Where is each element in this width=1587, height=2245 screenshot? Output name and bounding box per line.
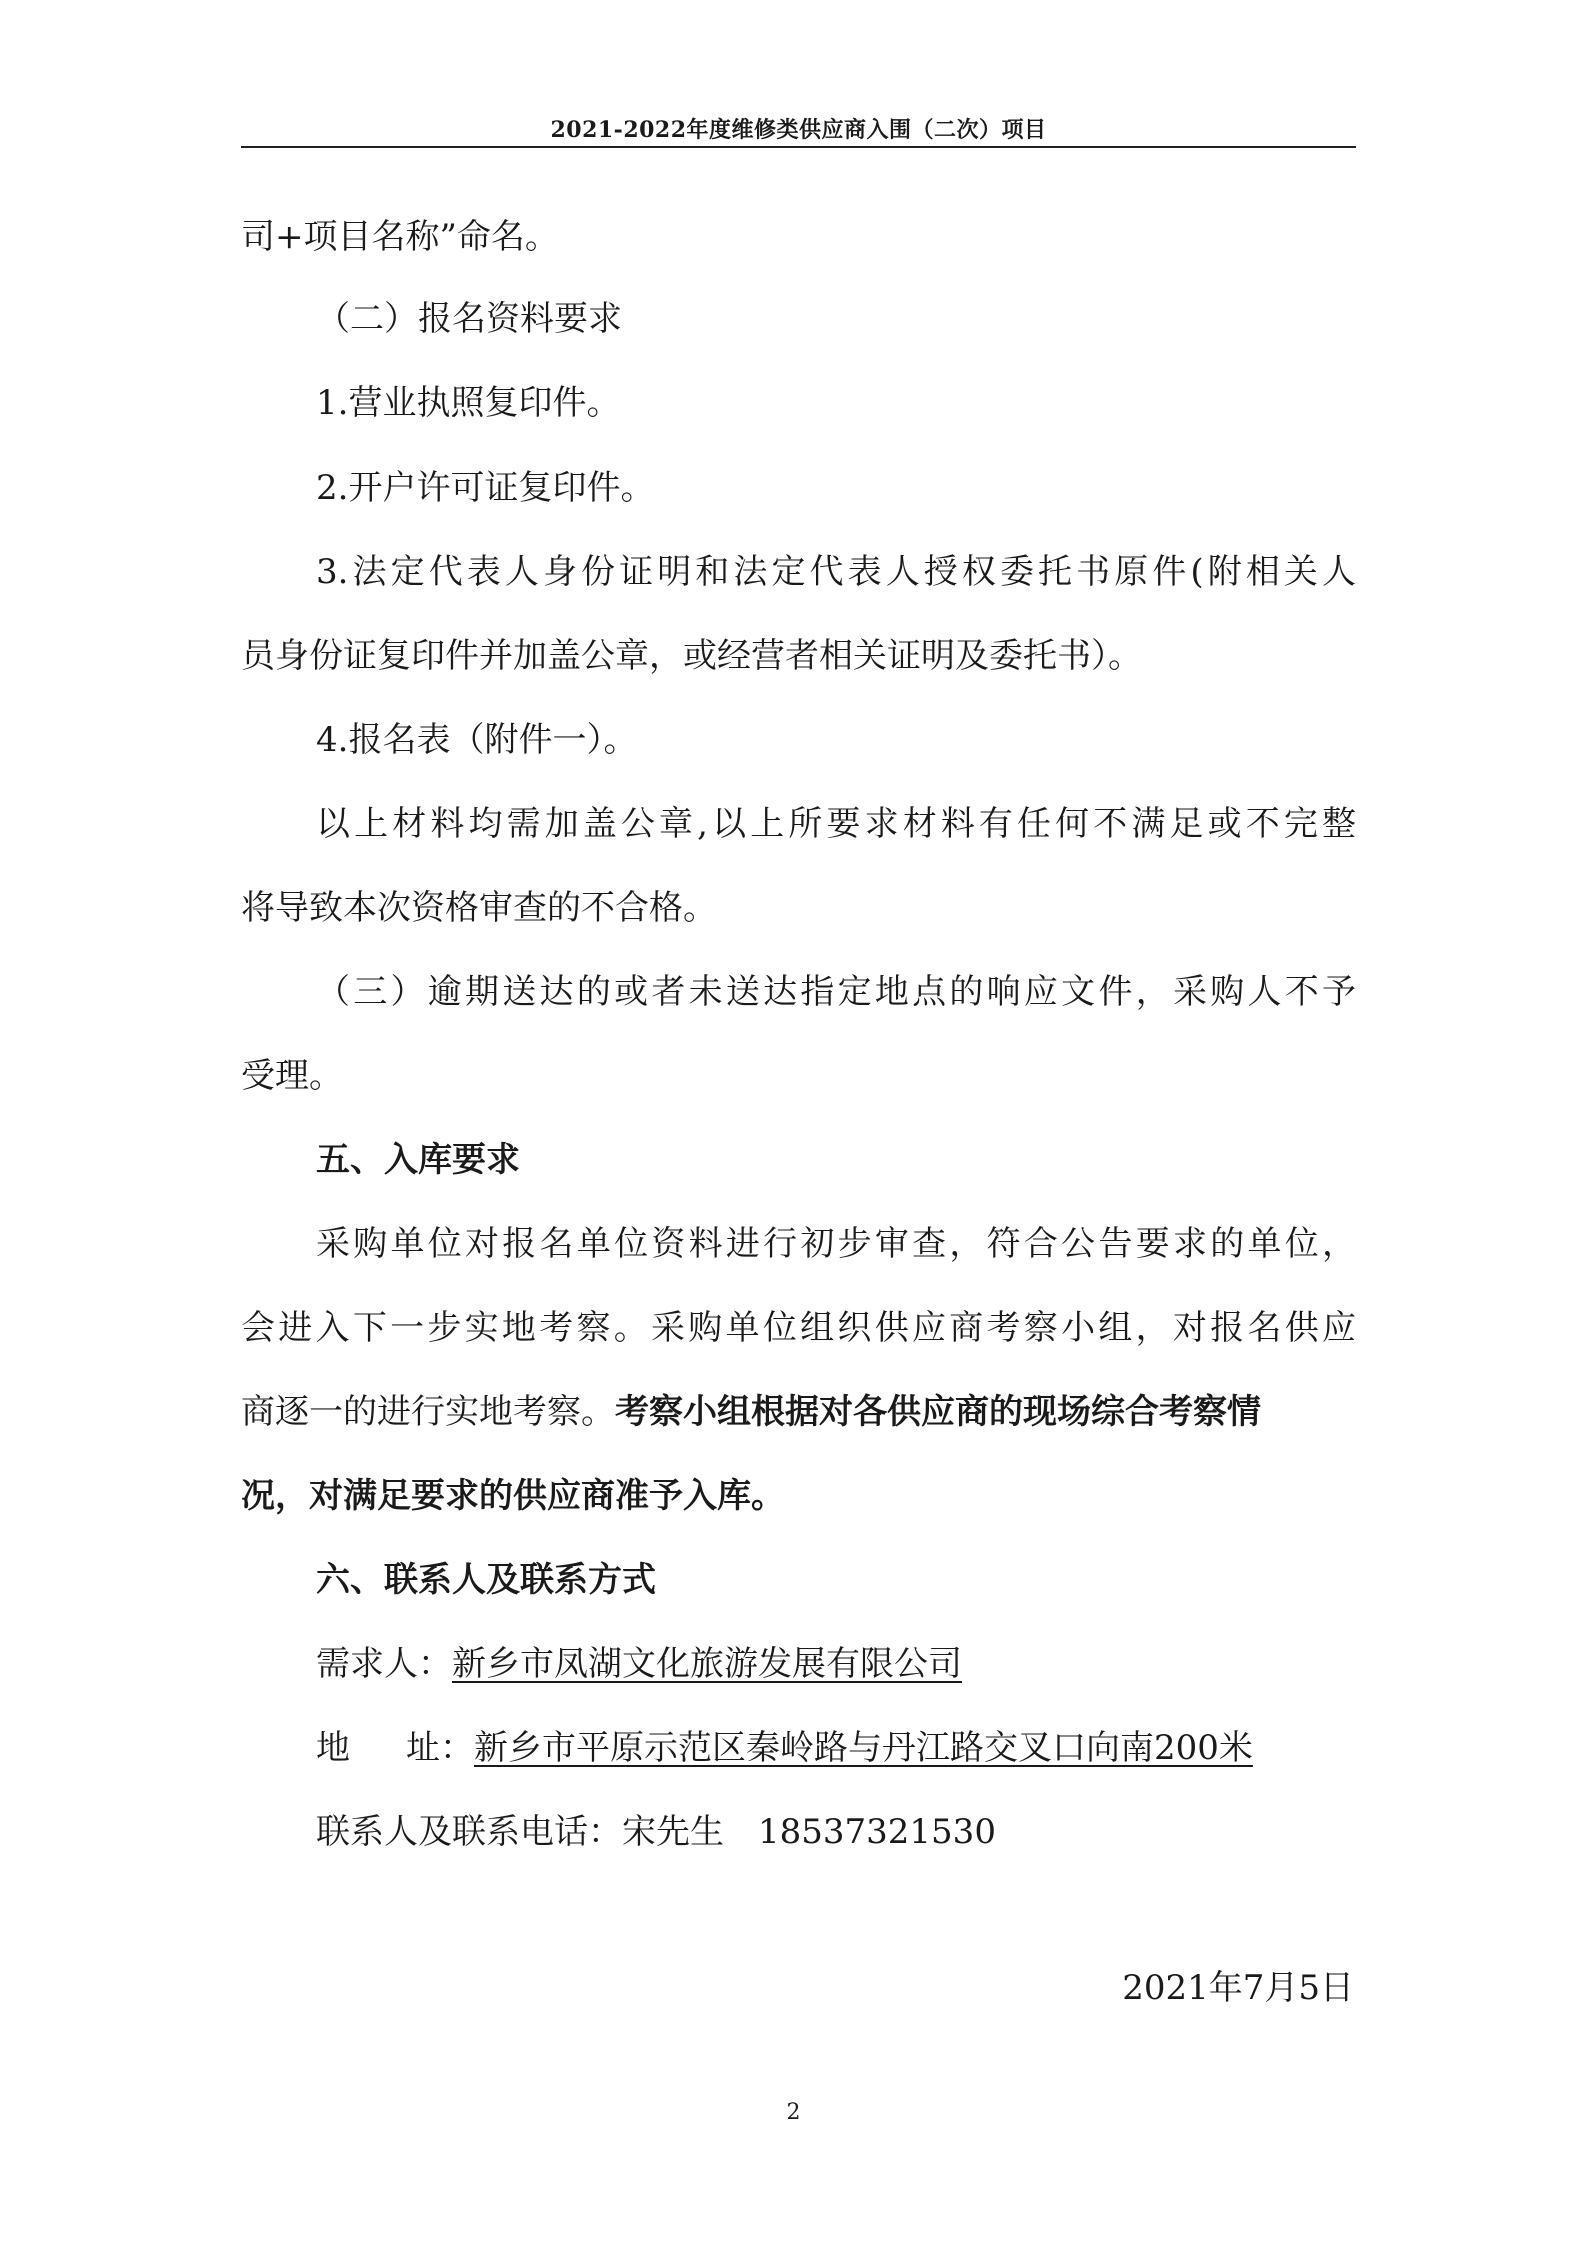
paragraph-bold-line: 况，对满足要求的供应商准予入库。 <box>241 1476 785 1516</box>
document-header-title: 2021-2022年度维修类供应商入围（二次）项目 <box>550 117 1047 143</box>
paragraph-bold-text: 考察小组根据对各供应商的现场综合考察情 <box>615 1392 1261 1432</box>
paragraph-text: 商逐一的进行实地考察。 <box>241 1392 615 1432</box>
paragraph-line: 会进入下一步实地考察。采购单位组织供应商考察小组，对报名供应 <box>241 1308 1356 1348</box>
paragraph-line: 员身份证复印件并加盖公章，或经营者相关证明及委托书）。 <box>241 636 1142 676</box>
list-item-legal-representative: 3.法定代表人身份证明和法定代表人授权委托书原件(附相关人 <box>316 552 1356 592</box>
contact-phone: 18537321530 <box>758 1812 996 1852</box>
list-item-registration-form: 4.报名表（附件一）。 <box>316 720 638 760</box>
paragraph-line <box>241 1390 1261 1434</box>
paragraph-line: 采购单位对报名单位资料进行初步审查，符合公告要求的单位， <box>316 1224 1356 1264</box>
contact-label: 联系人及联系电话：宋先生 <box>316 1812 724 1852</box>
requester-label: 需求人： <box>316 1644 452 1684</box>
section-heading-late-delivery: （三）逾期送达的或者未送达指定地点的响应文件，采购人不予 <box>316 972 1356 1012</box>
header-divider <box>241 146 1356 148</box>
requester-line <box>316 1642 962 1686</box>
address-value: 新乡市平原示范区秦岭路与丹江路交叉口向南200米 <box>474 1728 1253 1768</box>
list-item-account-permit: 2.开户许可证复印件。 <box>316 468 655 508</box>
section-heading-contacts: 六、联系人及联系方式 <box>316 1560 656 1600</box>
address-label-part2: 址： <box>406 1728 474 1768</box>
paragraph-line: 以上材料均需加盖公章,以上所要求材料有任何不满足或不完整 <box>316 804 1356 844</box>
section-heading-registration-materials: （二）报名资料要求 <box>316 299 622 339</box>
list-item-business-license: 1.营业执照复印件。 <box>316 383 621 423</box>
paragraph-line: 将导致本次资格审查的不合格。 <box>241 888 717 928</box>
address-label-part1: 地 <box>316 1728 350 1768</box>
address-line <box>316 1726 1253 1770</box>
section-heading-warehousing-requirements: 五、入库要求 <box>316 1140 520 1180</box>
document-date: 2021年7月5日 <box>1122 1968 1354 2008</box>
paragraph-line: 受理。 <box>241 1056 343 1096</box>
page-number: 2 <box>786 2100 801 2125</box>
requester-value: 新乡市凤湖文化旅游发展有限公司 <box>452 1644 962 1684</box>
contact-line <box>316 1810 996 1854</box>
paragraph-line: 司+项目名称”命名。 <box>241 217 559 257</box>
